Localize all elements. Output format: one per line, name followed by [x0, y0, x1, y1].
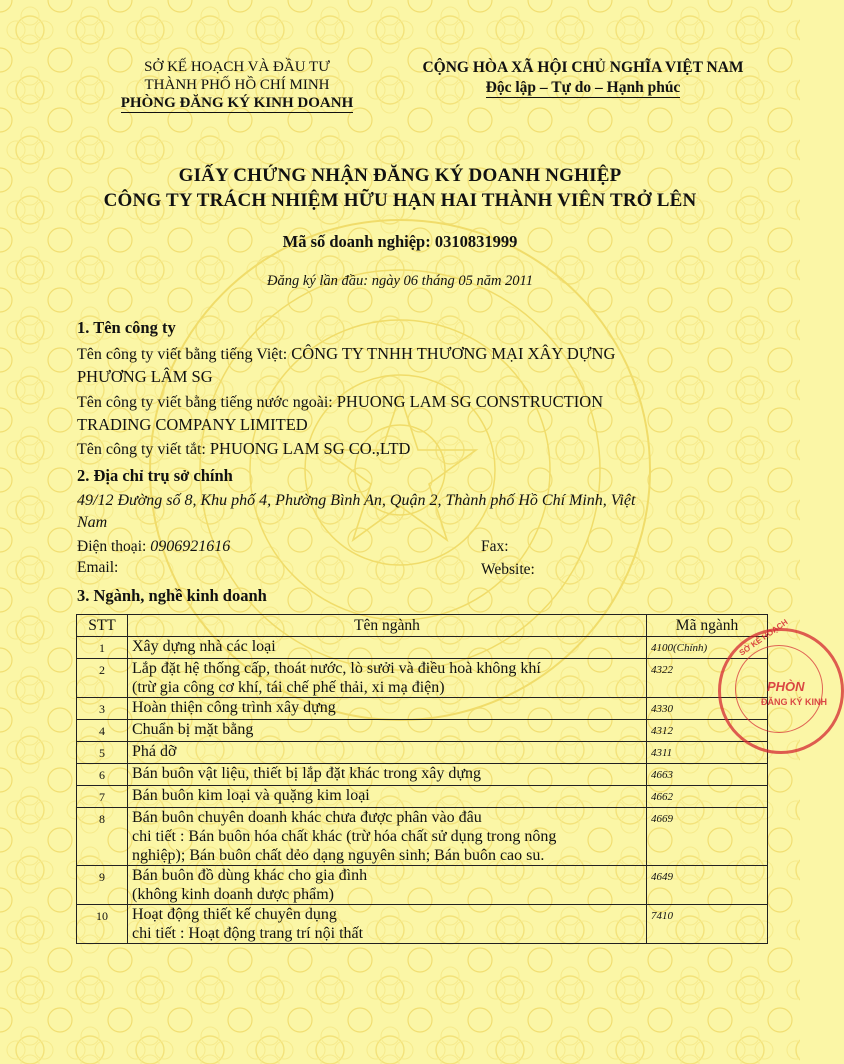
issuing-authority: [92, 58, 382, 113]
row-business-name: [128, 637, 647, 659]
row-business-code: 4649: [647, 866, 768, 905]
vn-name-line1: CÔNG TY TNHH THƯƠNG MẠI XÂY DỰNG: [291, 344, 616, 363]
col-header-name: Tên ngành: [128, 615, 647, 637]
city-name: THÀNH PHỐ HỒ CHÍ MINH: [144, 77, 330, 93]
row-stt: 4: [77, 720, 128, 742]
col-header-stt: STT: [77, 615, 128, 637]
business-name-line: Xây dựng nhà các loại: [132, 638, 276, 655]
business-name-line: Chuẩn bị mặt bằng: [132, 721, 254, 738]
office-name: PHÒNG ĐĂNG KÝ KINH DOANH: [120, 95, 354, 111]
row-business-code: 4100(Chính): [647, 637, 768, 659]
row-business-name: [128, 742, 647, 764]
national-motto: Độc lập – Tự do – Hạnh phúc: [485, 79, 681, 96]
business-name-line: chi tiết : Hoạt động trang trí nội thất: [132, 925, 364, 942]
business-lines-table: [76, 614, 768, 944]
row-business-code: 7410: [647, 905, 768, 944]
certificate-title: GIẤY CHỨNG NHẬN ĐĂNG KÝ DOANH NGHIỆP: [178, 165, 622, 186]
table-row: [77, 905, 768, 944]
company-name-short: [77, 438, 777, 461]
row-business-code: 4669: [647, 808, 768, 866]
row-stt: 10: [77, 905, 128, 944]
table-row: [77, 866, 768, 905]
section-company-name-heading: 1. Tên công ty: [77, 318, 176, 337]
row-business-name: [128, 905, 647, 944]
table-row: [77, 764, 768, 786]
table-row: [77, 808, 768, 866]
phone-value: 0906921616: [150, 538, 231, 555]
row-stt: 8: [77, 808, 128, 866]
row-business-code: 4311: [647, 742, 768, 764]
business-name-line: Bán buôn chuyên doanh khác chưa được phân vào đâu: [132, 809, 482, 826]
business-name-line: Bán buôn đồ dùng khác cho gia đình: [132, 867, 368, 884]
row-business-code: 4662: [647, 786, 768, 808]
business-name-line: nghiệp); Bán buôn chất dẻo dạng nguyên sinh; Bán buôn cao su.: [132, 847, 545, 864]
row-stt: 5: [77, 742, 128, 764]
business-name-line: Phá dỡ: [132, 743, 177, 760]
table-row: [77, 720, 768, 742]
seal-main-text: PHÒN: [767, 679, 805, 694]
website-label: Website:: [481, 561, 535, 578]
row-business-name: [128, 764, 647, 786]
table-row: [77, 742, 768, 764]
row-stt: 1: [77, 637, 128, 659]
business-name-line: Hoạt động thiết kế chuyên dụng: [132, 906, 337, 923]
row-business-name: [128, 786, 647, 808]
table-header-row: [77, 615, 768, 637]
row-stt: 6: [77, 764, 128, 786]
company-name-foreign: [77, 391, 777, 437]
row-business-name: [128, 808, 647, 866]
business-name-line: Bán buôn vật liệu, thiết bị lắp đặt khác trong xây dựng: [132, 765, 482, 782]
row-stt: 2: [77, 659, 128, 698]
table-row: [77, 698, 768, 720]
row-business-code: 4330: [647, 698, 768, 720]
department-name: SỞ KẾ HOẠCH VÀ ĐẦU TƯ: [144, 59, 330, 75]
first-registration-date: Đăng ký lần đầu: ngày 06 tháng 05 năm 2011: [267, 273, 533, 289]
vn-name-line2: PHƯƠNG LÂM SG: [77, 367, 213, 386]
head-office-address: [77, 490, 777, 534]
table-row: [77, 659, 768, 698]
section-address-heading: 2. Địa chỉ trụ sở chính: [77, 466, 233, 485]
row-business-code: 4312: [647, 720, 768, 742]
table-row: [77, 637, 768, 659]
business-lines-body: [77, 637, 768, 944]
row-business-name: [128, 866, 647, 905]
row-business-code: 4663: [647, 764, 768, 786]
short-name-label: Tên công ty viết tắt:: [77, 441, 210, 458]
col-header-code: Mã ngành: [647, 615, 768, 637]
fax-label: Fax:: [481, 538, 509, 555]
business-name-line: (không kinh doanh dược phẩm): [132, 886, 334, 903]
address-line1: 49/12 Đường số 8, Khu phố 4, Phường Bình An, Quận 2, Thành phố Hồ Chí Minh, Việt: [77, 492, 636, 509]
row-business-name: [128, 659, 647, 698]
red-seal-stamp: [718, 617, 844, 754]
business-name-line: Lắp đặt hệ thống cấp, thoát nước, lò sưởi và điều hoà không khí: [132, 660, 541, 677]
row-stt: 9: [77, 866, 128, 905]
national-header: [398, 58, 768, 98]
foreign-name-label: Tên công ty viết bằng tiếng nước ngoài:: [77, 394, 337, 411]
business-name-line: (trừ gia công cơ khí, tái chế phế thải, xi mạ điện): [132, 679, 445, 696]
country-name: CỘNG HÒA XÃ HỘI CHỦ NGHĨA VIỆT NAM: [422, 59, 744, 76]
business-name-line: Hoàn thiện công trình xây dựng: [132, 699, 336, 716]
phone-label: Điện thoại:: [77, 538, 147, 555]
address-line2: Nam: [77, 514, 108, 531]
foreign-name-line1: PHUONG LAM SG CONSTRUCTION: [336, 392, 604, 411]
foreign-name-line2: TRADING COMPANY LIMITED: [77, 415, 308, 434]
short-name-value: PHUONG LAM SG CO.,LTD: [209, 439, 411, 458]
seal-sub-text: ĐĂNG KÝ KINH: [761, 697, 828, 707]
section-business-lines-heading: 3. Ngành, nghề kinh doanh: [77, 586, 267, 605]
vn-name-label: Tên công ty viết bằng tiếng Việt:: [77, 346, 292, 363]
row-stt: 3: [77, 698, 128, 720]
seal-rim-text: SỞ KẾ HOẠCH: [737, 617, 790, 658]
phone-row: [77, 538, 230, 556]
row-business-name: [128, 698, 647, 720]
company-type: CÔNG TY TRÁCH NHIỆM HỮU HẠN HAI THÀNH VIÊN TRỞ LÊN: [103, 190, 697, 211]
row-business-code: 4322: [647, 659, 768, 698]
business-name-line: chi tiết : Bán buôn hóa chất khác (trừ hóa chất sử dụng trong nông: [132, 828, 557, 845]
company-name-vietnamese: [77, 343, 777, 389]
table-row: [77, 786, 768, 808]
email-label: Email:: [77, 559, 119, 576]
row-business-name: [128, 720, 647, 742]
enterprise-code: Mã số doanh nghiệp: 0310831999: [282, 232, 518, 251]
business-name-line: Bán buôn kim loại và quặng kim loại: [132, 787, 370, 804]
row-stt: 7: [77, 786, 128, 808]
